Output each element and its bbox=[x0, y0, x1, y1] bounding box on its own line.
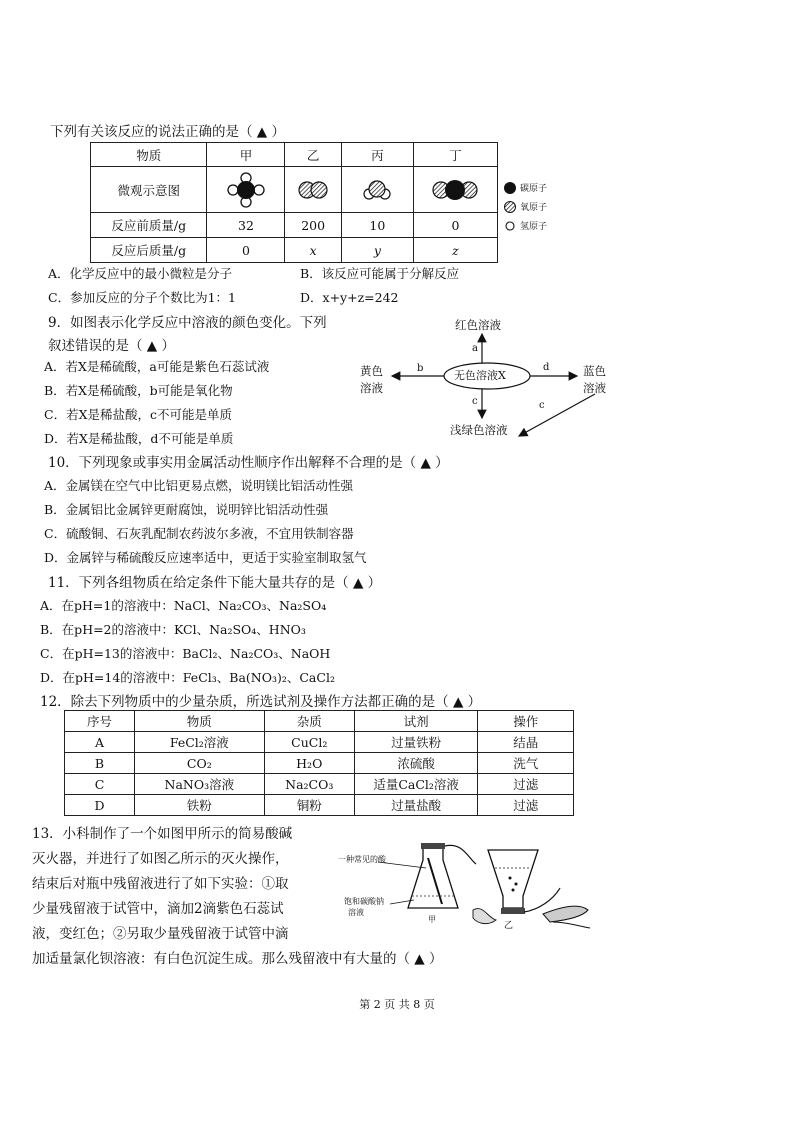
q12-header-cell: 序号 bbox=[65, 711, 135, 732]
q12-cell: 过量铁粉 bbox=[354, 732, 478, 753]
q12-cell: 适量CaCl₂溶液 bbox=[354, 774, 478, 795]
molecule-ding-cell bbox=[413, 167, 497, 213]
extinguisher-drawing bbox=[338, 838, 608, 933]
legend-label: 碳原子 bbox=[520, 184, 548, 194]
atom-legend bbox=[503, 178, 547, 235]
arrow-c2-label: c bbox=[539, 400, 545, 411]
diagram-top-label: 红色溶液 bbox=[455, 318, 501, 332]
q8-cell: 0 bbox=[413, 213, 497, 238]
acid-label: 一种常见的酸 bbox=[338, 855, 386, 864]
q8-stem: 下列有关该反应的说法正确的是（ ▲ ） bbox=[50, 124, 285, 140]
diagram-right-label-2: 溶液 bbox=[583, 381, 606, 395]
molecule-jia-icon bbox=[226, 170, 266, 210]
figure-yi-label: 乙 bbox=[504, 921, 514, 931]
figure-jia-label: 甲 bbox=[428, 915, 436, 924]
q8-cell: 10 bbox=[341, 213, 413, 238]
q8-cell: 200 bbox=[285, 213, 341, 238]
q8-option-a: A．化学反应中的最小微粒是分子 bbox=[48, 266, 233, 281]
q11-option-d: D．在pH=14的溶液中：FeCl₃、Ba(NO₃)₂、CaCl₂ bbox=[40, 670, 335, 685]
carbon-atom-icon bbox=[503, 181, 517, 195]
q12-table bbox=[64, 710, 574, 816]
q12-stem: 12．除去下列物质中的少量杂质，所选试剂及操作方法都正确的是（ ▲ ） bbox=[40, 694, 482, 710]
q12-cell: 过量盐酸 bbox=[354, 795, 478, 816]
q12-cell: NaNO₃溶液 bbox=[135, 774, 265, 795]
q8-option-b: B．该反应可能属于分解反应 bbox=[300, 266, 460, 281]
q8-header-cell: 物质 bbox=[91, 143, 207, 167]
q8-cell: 0 bbox=[207, 238, 285, 263]
molecule-jia-cell bbox=[207, 167, 285, 213]
q11-option-c: C．在pH=13的溶液中：BaCl₂、Na₂CO₃、NaOH bbox=[40, 646, 331, 661]
q8-row-label: 微观示意图 bbox=[91, 167, 207, 213]
q9-option-b: B．若X是稀硫酸，b可能是氧化物 bbox=[44, 383, 233, 398]
legend-label: 氢原子 bbox=[520, 222, 548, 232]
q12-cell: H₂O bbox=[264, 753, 354, 774]
diagram-center-label: 无色溶液X bbox=[454, 369, 506, 382]
q10-option-b: B．金属铝比金属锌更耐腐蚀，说明锌比铝活动性强 bbox=[44, 502, 329, 517]
q12-cell: FeCl₂溶液 bbox=[135, 732, 265, 753]
hydrogen-atom-icon bbox=[503, 219, 517, 233]
q11-stem: 11．下列各组物质在给定条件下能大量共存的是（ ▲ ） bbox=[48, 575, 382, 591]
q9-stem-line2: 叙述错误的是（ ▲ ） bbox=[48, 338, 175, 354]
molecule-yi-icon bbox=[296, 179, 330, 201]
q12-cell: 浓硫酸 bbox=[354, 753, 478, 774]
fire-extinguisher-figure bbox=[338, 838, 608, 933]
q8-table bbox=[90, 142, 498, 263]
arrow-a-label: a bbox=[472, 343, 478, 354]
molecule-bing-icon bbox=[360, 175, 394, 205]
q12-cell: 结晶 bbox=[478, 732, 574, 753]
q8-cell: y bbox=[341, 238, 413, 263]
q12-cell: 过滤 bbox=[478, 795, 574, 816]
q8-row-label: 反应前质量/g bbox=[91, 213, 207, 238]
q8-row-label: 反应后质量/g bbox=[91, 238, 207, 263]
q8-header-cell: 丁 bbox=[413, 143, 497, 167]
molecule-bing-cell bbox=[341, 167, 413, 213]
q10-option-a: A．金属镁在空气中比铝更易点燃，说明镁比铝活动性强 bbox=[44, 478, 354, 493]
arrow-b-label: b bbox=[417, 363, 424, 374]
diagram-bottom-label: 浅绿色溶液 bbox=[450, 423, 508, 437]
solution-label-2: 溶液 bbox=[348, 908, 364, 917]
q8-option-c: C．参加反应的分子个数比为1：1 bbox=[48, 290, 236, 305]
diagram-right-label-1: 蓝色 bbox=[583, 364, 606, 378]
legend-label: 氧原子 bbox=[520, 203, 548, 213]
q12-cell: 过滤 bbox=[478, 774, 574, 795]
q8-cell: 32 bbox=[207, 213, 285, 238]
q9-option-d: D．若X是稀盐酸，d不可能是单质 bbox=[44, 431, 234, 446]
q13-line: 加适量氯化钡溶液：有白色沉淀生成。那么残留液中有大量的（ ▲ ） bbox=[32, 951, 443, 967]
page-footer: 第 2 页 共 8 页 bbox=[359, 998, 435, 1011]
q13-line: 液，变红色；②另取少量残留液于试管中滴 bbox=[32, 926, 289, 942]
q12-cell: B bbox=[65, 753, 135, 774]
q10-option-c: C．硫酸铜、石灰乳配制农药波尔多液，不宜用铁制容器 bbox=[44, 526, 354, 541]
molecule-ding-icon bbox=[429, 178, 481, 202]
solution-label-1: 饱和碳酸钠 bbox=[344, 897, 384, 906]
q11-option-a: A．在pH=1的溶液中：NaCl、Na₂CO₃、Na₂SO₄ bbox=[40, 598, 327, 613]
q12-header-cell: 操作 bbox=[478, 711, 574, 732]
q12-header-cell: 物质 bbox=[135, 711, 265, 732]
q12-header-cell: 试剂 bbox=[354, 711, 478, 732]
q10-stem: 10．下列现象或事实用金属活动性顺序作出解释不合理的是（ ▲ ） bbox=[48, 455, 449, 471]
q12-cell: Na₂CO₃ bbox=[264, 774, 354, 795]
q12-cell: CO₂ bbox=[135, 753, 265, 774]
q11-option-b: B．在pH=2的溶液中：KCl、Na₂SO₄、HNO₃ bbox=[40, 622, 306, 637]
q13-line: 13．小科制作了一个如图甲所示的简易酸碱 bbox=[32, 826, 293, 842]
q13-line: 灭火器，并进行了如图乙所示的灭火操作， bbox=[32, 851, 289, 867]
q12-cell: 铜粉 bbox=[264, 795, 354, 816]
q9-option-c: C．若X是稀盐酸，c不可能是单质 bbox=[44, 407, 232, 422]
q13-line: 结束后对瓶中残留液进行了如下实验：①取 bbox=[32, 876, 289, 892]
q12-cell: A bbox=[65, 732, 135, 753]
q13-line: 少量残留液于试管中，滴加2滴紫色石蕊试 bbox=[32, 901, 284, 917]
diagram-left-label-1: 黄色 bbox=[360, 364, 383, 378]
q12-cell: 铁粉 bbox=[135, 795, 265, 816]
q8-header-cell: 甲 bbox=[207, 143, 285, 167]
q10-option-d: D．金属锌与稀硫酸反应速率适中，更适于实验室制取氢气 bbox=[44, 550, 367, 565]
oxygen-atom-icon bbox=[503, 200, 517, 214]
q12-cell: CuCl₂ bbox=[264, 732, 354, 753]
arrow-d-label: d bbox=[543, 362, 550, 373]
arrow-c-label: c bbox=[472, 396, 478, 407]
q8-option-d: D．x+y+z=242 bbox=[300, 290, 399, 305]
q9-option-a: A．若X是稀硫酸，a可能是紫色石蕊试液 bbox=[44, 359, 270, 374]
q12-cell: C bbox=[65, 774, 135, 795]
q9-stem-line1: 9．如图表示化学反应中溶液的颜色变化。下列 bbox=[48, 315, 327, 331]
diagram-left-label-2: 溶液 bbox=[360, 381, 383, 395]
q8-cell: x bbox=[285, 238, 341, 263]
q8-cell: z bbox=[413, 238, 497, 263]
molecule-yi-cell bbox=[285, 167, 341, 213]
q12-cell: 洗气 bbox=[478, 753, 574, 774]
color-change-diagram bbox=[355, 318, 615, 443]
q8-header-cell: 丙 bbox=[341, 143, 413, 167]
q12-header-cell: 杂质 bbox=[264, 711, 354, 732]
q8-header-cell: 乙 bbox=[285, 143, 341, 167]
q12-cell: D bbox=[65, 795, 135, 816]
